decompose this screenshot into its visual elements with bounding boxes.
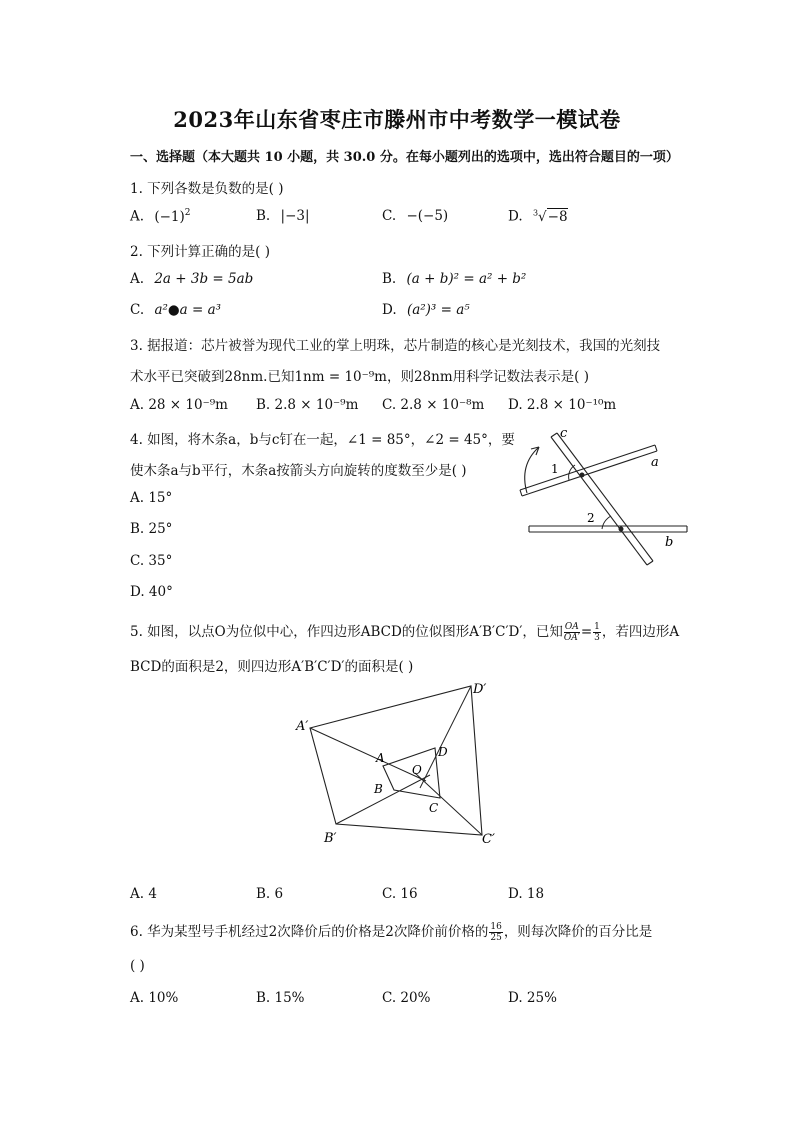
ray-c bbox=[415, 773, 482, 835]
q6-line-1 bbox=[130, 920, 652, 943]
stick-b bbox=[529, 526, 687, 532]
label-o: O bbox=[412, 763, 422, 777]
q6-line-1-pre: 6. 华为某型号手机经过2次降价后的价格是2次降价前价格的 bbox=[130, 924, 489, 940]
ray-d bbox=[420, 686, 471, 788]
ray-b bbox=[336, 775, 430, 824]
q2-a-text: 2a + 3b = 5ab bbox=[154, 271, 254, 287]
q2-c-label: C. bbox=[130, 302, 145, 318]
q2-option-c bbox=[130, 302, 221, 318]
q5-line-1-post: ，若四边形A bbox=[601, 624, 680, 640]
label-b: b bbox=[665, 535, 674, 550]
q4-line-1: 4. 如图，将木条a，b与c钉在一起，∠1 = 85°，∠2 = 45°，要 bbox=[130, 432, 515, 448]
label-b: B bbox=[374, 782, 383, 796]
q2-b-label: B. bbox=[382, 271, 397, 287]
q6-frac-den: 25 bbox=[490, 933, 502, 943]
q2-option-b bbox=[382, 271, 526, 287]
q1-a-sup: 2 bbox=[184, 208, 191, 218]
q6-option-d: D. 25% bbox=[508, 990, 557, 1006]
q4-line-2: 使木条a与b平行，木条a按箭头方向旋转的度数至少是( ) bbox=[130, 463, 467, 479]
q3-option-a: A. 28 × 10⁻⁹m bbox=[130, 397, 228, 413]
nail-1-icon bbox=[580, 473, 585, 478]
q6-frac-num: 16 bbox=[490, 922, 502, 932]
q5-option-b: B. 6 bbox=[256, 886, 284, 902]
q1-option-a bbox=[130, 208, 191, 225]
q1-c-label: C. bbox=[382, 208, 397, 224]
q6-option-c: C. 20% bbox=[382, 990, 431, 1006]
q3-option-c: C. 2.8 × 10⁻⁸m bbox=[382, 397, 485, 413]
q5-option-c: C. 16 bbox=[382, 886, 418, 902]
q2-c-text: a²●a = a³ bbox=[154, 302, 222, 318]
q5-option-d: D. 18 bbox=[508, 886, 545, 902]
q1-a-label: A. bbox=[130, 208, 145, 225]
q5-frac2-den: 3 bbox=[594, 633, 600, 643]
label-c: C bbox=[429, 801, 439, 815]
q5-frac-den: OA′ bbox=[563, 633, 580, 643]
section-heading: 一、选择题（本大题共 10 小题，共 30.0 分。在每小题列出的选项中，选出符合题目的一项） bbox=[130, 150, 679, 165]
label-c-prime: C′ bbox=[482, 832, 495, 847]
q3-line-2: 术水平已突破到28nm.已知1nm = 10⁻⁹m，则28nm用科学记数法表示是( ) bbox=[130, 369, 589, 385]
angle-2-arc bbox=[602, 516, 611, 529]
q1-option-d: D. $^3$√−8 bbox=[508, 208, 568, 225]
q5-option-a: A. 4 bbox=[130, 886, 157, 902]
q4-option-a: A. 15° bbox=[130, 490, 173, 506]
q1-d-radicand: −8 bbox=[547, 208, 568, 225]
stick-a bbox=[520, 445, 657, 496]
q1-a-text: (−1) bbox=[154, 208, 185, 225]
q1-d-index: 3 bbox=[532, 208, 539, 217]
q2-option-d bbox=[382, 302, 470, 318]
q6-option-a: A. 10% bbox=[130, 990, 179, 1006]
q5-frac2-num: 1 bbox=[594, 622, 600, 632]
q4-option-d: D. 40° bbox=[130, 584, 173, 600]
q1-stem: 1. 下列各数是负数的是( ) bbox=[130, 181, 284, 197]
q6-line-2: ( ) bbox=[130, 958, 145, 974]
q2-b-text: (a + b)² = a² + b² bbox=[406, 271, 527, 287]
q2-d-label: D. bbox=[382, 302, 397, 318]
label-angle-2: 2 bbox=[587, 511, 595, 525]
q5-frac-eq: = bbox=[580, 624, 593, 640]
q5-fraction-value bbox=[593, 622, 601, 643]
outer-quadrilateral bbox=[310, 686, 482, 835]
q1-c-text: −(−5) bbox=[406, 208, 449, 224]
q5-figure bbox=[290, 678, 500, 848]
q1-option-b bbox=[256, 208, 310, 224]
q4-option-b: B. 25° bbox=[130, 521, 173, 537]
ray-a bbox=[310, 728, 426, 781]
q4-figure bbox=[505, 425, 705, 575]
q1-b-label: B. bbox=[256, 208, 271, 224]
q4-option-c: C. 35° bbox=[130, 553, 173, 569]
q1-d-label: D. bbox=[508, 208, 523, 225]
q5-line-2: BCD的面积是2，则四边形A′B′C′D′的面积是( ) bbox=[130, 659, 414, 675]
q1-option-c bbox=[382, 208, 448, 224]
label-angle-1: 1 bbox=[551, 462, 559, 476]
q2-a-label: A. bbox=[130, 271, 145, 287]
label-b-prime: B′ bbox=[324, 831, 337, 846]
q6-fraction bbox=[489, 922, 502, 943]
q5-line-1 bbox=[130, 620, 679, 643]
q3-option-d: D. 2.8 × 10⁻¹⁰m bbox=[508, 397, 617, 413]
q2-d-text: (a²)³ = a⁵ bbox=[406, 302, 470, 318]
q2-option-a bbox=[130, 271, 253, 287]
q6-option-b: B. 15% bbox=[256, 990, 305, 1006]
nail-2-icon bbox=[619, 527, 624, 532]
page-title: 2023年山东省枣庄市滕州市中考数学一模试卷 bbox=[173, 107, 621, 132]
q2-stem: 2. 下列计算正确的是( ) bbox=[130, 244, 270, 260]
label-a: A bbox=[376, 751, 385, 765]
q5-fraction-ratio bbox=[564, 622, 580, 643]
q5-frac-num: OA bbox=[564, 622, 579, 632]
stick-c bbox=[551, 433, 653, 565]
q5-line-1-pre: 5. 如图，以点O为位似中心，作四边形ABCD的位似图形A′B′C′D′，已知 bbox=[130, 624, 563, 640]
q6-line-1-post: ，则每次降价的百分比是 bbox=[503, 924, 653, 940]
q1-b-text: |−3| bbox=[280, 208, 310, 224]
label-a-prime: A′ bbox=[296, 719, 309, 734]
q3-line-1: 3. 据报道：芯片被誉为现代工业的掌上明珠，芯片制造的核心是光刻技术，我国的光刻技 bbox=[130, 338, 661, 354]
label-d: D bbox=[438, 745, 448, 759]
label-a: a bbox=[651, 455, 659, 470]
q3-option-b: B. 2.8 × 10⁻⁹m bbox=[256, 397, 359, 413]
label-d-prime: D′ bbox=[473, 682, 487, 697]
label-c: c bbox=[560, 426, 568, 441]
